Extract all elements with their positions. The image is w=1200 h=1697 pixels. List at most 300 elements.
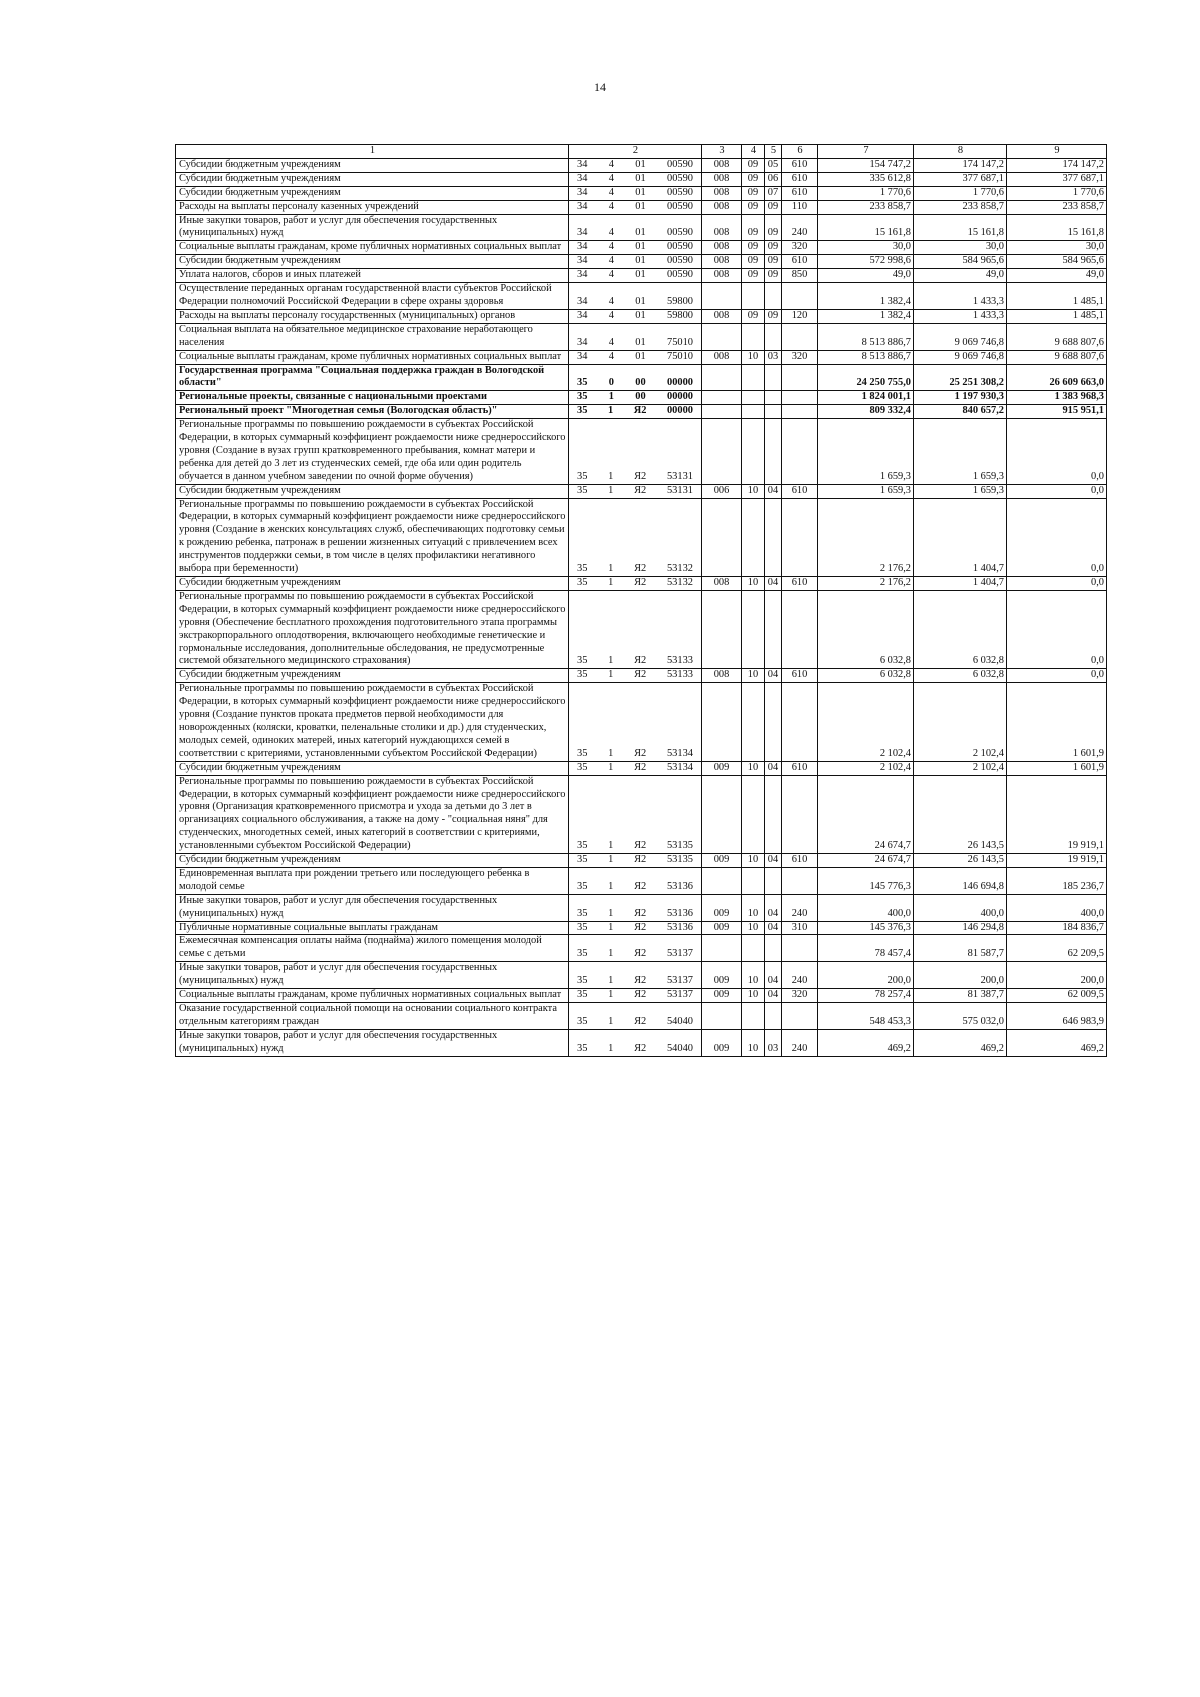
value-col-9: 1 601,9 <box>1007 683 1107 761</box>
code-col-4: 09 <box>742 200 765 214</box>
value-col-7: 6 032,8 <box>818 590 914 668</box>
table-row <box>176 350 1107 364</box>
target-article-code <box>569 200 702 214</box>
value-col-8: 1 404,7 <box>914 577 1007 591</box>
code-part-2: 4 <box>608 269 614 281</box>
code-part-2: 0 <box>608 377 614 389</box>
target-article-code <box>569 498 702 576</box>
table-row <box>176 172 1107 186</box>
code-part-1: 35 <box>577 391 588 403</box>
row-name: Социальные выплаты гражданам, кроме публичных нормативных социальных выплат <box>176 989 569 1003</box>
value-col-9: 469,2 <box>1007 1029 1107 1056</box>
value-col-9: 1 485,1 <box>1007 309 1107 323</box>
value-col-8: 400,0 <box>914 894 1007 921</box>
code-col-5 <box>765 391 782 405</box>
row-name: Субсидии бюджетным учреждениям <box>176 484 569 498</box>
value-col-8: 6 032,8 <box>914 669 1007 683</box>
code-col-6: 240 <box>782 214 818 241</box>
value-col-7: 2 102,4 <box>818 683 914 761</box>
code-part-2: 1 <box>608 907 614 919</box>
value-col-9: 62 209,5 <box>1007 935 1107 962</box>
code-col-5 <box>765 935 782 962</box>
code-part-4: 00590 <box>667 255 693 267</box>
table-row <box>176 405 1107 419</box>
value-col-7: 335 612,8 <box>818 172 914 186</box>
row-name: Единовременная выплата при рождении третьего или последующего ребенка в молодой семье <box>176 867 569 894</box>
code-part-4: 53134 <box>666 747 693 759</box>
code-part-4: 53137 <box>666 975 693 987</box>
value-col-8: 26 143,5 <box>914 775 1007 853</box>
header-col-7: 7 <box>818 145 914 159</box>
table-row <box>176 962 1107 989</box>
target-article-code <box>569 894 702 921</box>
value-col-7: 1 382,4 <box>818 283 914 310</box>
value-col-7: 8 513 886,7 <box>818 323 914 350</box>
code-part-2: 1 <box>608 880 614 892</box>
code-col-4: 09 <box>742 172 765 186</box>
value-col-9: 19 919,1 <box>1007 775 1107 853</box>
code-part-3: Я2 <box>634 484 647 496</box>
row-name: Уплата налогов, сборов и иных платежей <box>176 269 569 283</box>
code-part-2: 4 <box>608 309 614 321</box>
row-name: Социальные выплаты гражданам, кроме публичных нормативных социальных выплат <box>176 241 569 255</box>
code-part-1: 34 <box>577 309 588 321</box>
row-name: Расходы на выплаты персоналу государственных (муниципальных) органов <box>176 309 569 323</box>
code-col-5: 04 <box>765 894 782 921</box>
target-article-code <box>569 172 702 186</box>
table-row <box>176 391 1107 405</box>
target-article-code <box>569 186 702 200</box>
code-col-6: 240 <box>782 1029 818 1056</box>
code-col-5 <box>765 364 782 391</box>
page-number: 14 <box>594 80 606 94</box>
code-col-6: 320 <box>782 989 818 1003</box>
code-col-5: 03 <box>765 1029 782 1056</box>
code-part-4: 00590 <box>667 241 693 253</box>
code-part-2: 4 <box>608 295 614 307</box>
value-col-8: 1 197 930,3 <box>914 391 1007 405</box>
code-col-5 <box>765 323 782 350</box>
value-col-9: 9 688 807,6 <box>1007 323 1107 350</box>
code-col-3: 008 <box>702 241 742 255</box>
code-col-5 <box>765 419 782 485</box>
code-part-1: 35 <box>577 1015 588 1027</box>
code-part-3: Я2 <box>634 880 647 892</box>
value-col-8: 233 858,7 <box>914 200 1007 214</box>
code-col-3 <box>702 391 742 405</box>
table-row <box>176 419 1107 485</box>
row-name: Субсидии бюджетным учреждениям <box>176 854 569 868</box>
code-part-1: 35 <box>577 669 588 681</box>
target-article-code <box>569 269 702 283</box>
code-col-6: 610 <box>782 577 818 591</box>
code-part-4: 53133 <box>666 669 693 681</box>
value-col-7: 233 858,7 <box>818 200 914 214</box>
table-row <box>176 1029 1107 1056</box>
value-col-7: 2 176,2 <box>818 498 914 576</box>
code-col-3: 008 <box>702 255 742 269</box>
header-col-2: 2 <box>569 145 702 159</box>
code-col-5 <box>765 498 782 576</box>
table-row <box>176 158 1107 172</box>
target-article-code <box>569 405 702 419</box>
value-col-7: 145 376,3 <box>818 921 914 935</box>
code-part-1: 35 <box>577 921 588 933</box>
table-row <box>176 683 1107 761</box>
code-col-6 <box>782 364 818 391</box>
code-col-4: 10 <box>742 577 765 591</box>
code-col-5: 07 <box>765 186 782 200</box>
value-col-8: 9 069 746,8 <box>914 323 1007 350</box>
value-col-8: 146 694,8 <box>914 867 1007 894</box>
row-name: Социальные выплаты гражданам, кроме публичных нормативных социальных выплат <box>176 350 569 364</box>
code-part-3: 00 <box>635 391 646 403</box>
code-col-6 <box>782 323 818 350</box>
target-article-code <box>569 350 702 364</box>
code-col-3: 009 <box>702 989 742 1003</box>
code-part-2: 1 <box>608 975 614 987</box>
target-article-code <box>569 419 702 485</box>
code-col-3: 008 <box>702 577 742 591</box>
code-col-4 <box>742 391 765 405</box>
code-part-4: 75010 <box>667 350 693 362</box>
code-col-4: 10 <box>742 669 765 683</box>
code-part-1: 35 <box>577 563 588 575</box>
header-row <box>176 145 1107 159</box>
code-part-2: 1 <box>608 470 614 482</box>
code-col-4 <box>742 405 765 419</box>
code-col-4 <box>742 935 765 962</box>
code-col-3 <box>702 283 742 310</box>
code-col-6 <box>782 405 818 419</box>
value-col-9: 0,0 <box>1007 590 1107 668</box>
code-col-6: 240 <box>782 894 818 921</box>
code-part-4: 00590 <box>667 172 693 184</box>
code-col-5: 04 <box>765 921 782 935</box>
table-row <box>176 241 1107 255</box>
value-col-8: 9 069 746,8 <box>914 350 1007 364</box>
code-col-6 <box>782 935 818 962</box>
code-col-5: 09 <box>765 200 782 214</box>
code-part-2: 1 <box>608 669 614 681</box>
row-name: Иные закупки товаров, работ и услуг для обеспечения государственных (муниципальных) нужд <box>176 214 569 241</box>
code-col-5: 04 <box>765 989 782 1003</box>
value-col-7: 200,0 <box>818 962 914 989</box>
code-part-1: 34 <box>577 255 588 267</box>
value-col-8: 6 032,8 <box>914 590 1007 668</box>
code-col-5 <box>765 590 782 668</box>
value-col-9: 377 687,1 <box>1007 172 1107 186</box>
code-part-2: 1 <box>608 747 614 759</box>
row-name: Региональные программы по повышению рождаемости в субъектах Российской Федерации, в которых суммарный коэффициент рождаемости ниже среднероссийского уровня (Создание в вузах групп кратковременного пребывания, комнат матери и ребенка для детей до 3 лет из студенческих семей, где оба или один родитель обучается в данном учебном заведении по очной форме обучения) <box>176 419 569 485</box>
target-article-code <box>569 761 702 775</box>
value-col-8: 15 161,8 <box>914 214 1007 241</box>
table-row <box>176 867 1107 894</box>
value-col-7: 24 674,7 <box>818 854 914 868</box>
code-part-3: Я2 <box>634 655 647 667</box>
code-part-4: 00590 <box>667 227 693 239</box>
code-col-6: 610 <box>782 484 818 498</box>
code-col-6: 610 <box>782 669 818 683</box>
code-col-5 <box>765 867 782 894</box>
code-col-4: 09 <box>742 255 765 269</box>
value-col-9: 646 983,9 <box>1007 1003 1107 1030</box>
target-article-code <box>569 921 702 935</box>
code-part-3: 00 <box>635 377 646 389</box>
code-part-2: 1 <box>608 854 614 866</box>
row-name: Субсидии бюджетным учреждениям <box>176 186 569 200</box>
value-col-7: 15 161,8 <box>818 214 914 241</box>
code-col-5: 04 <box>765 962 782 989</box>
table-row <box>176 669 1107 683</box>
code-part-2: 1 <box>608 1042 614 1054</box>
code-col-3: 009 <box>702 761 742 775</box>
code-col-5 <box>765 405 782 419</box>
value-col-9: 15 161,8 <box>1007 214 1107 241</box>
header-col-4: 4 <box>742 145 765 159</box>
value-col-8: 81 587,7 <box>914 935 1007 962</box>
code-part-1: 35 <box>577 405 588 417</box>
code-col-3: 008 <box>702 200 742 214</box>
code-part-3: Я2 <box>634 1042 647 1054</box>
row-name: Региональные программы по повышению рождаемости в субъектах Российской Федерации, в которых суммарный коэффициент рождаемости ниже среднероссийского уровня (Организация кратковременного присмотра и ухода за детьми до 3 лет в организациях социального обслуживания, а также на дому - "социальная няня" для студенческих, многодетных семей, иных категорий в соответствии с критериями, установленными субъектом Российской Федерации) <box>176 775 569 853</box>
target-article-code <box>569 323 702 350</box>
code-col-3: 006 <box>702 484 742 498</box>
table-body <box>176 158 1107 1056</box>
row-name: Государственная программа "Социальная поддержка граждан в Вологодской области" <box>176 364 569 391</box>
code-col-4: 10 <box>742 894 765 921</box>
code-part-3: Я2 <box>634 1015 647 1027</box>
value-col-7: 30,0 <box>818 241 914 255</box>
code-part-3: Я2 <box>634 854 647 866</box>
value-col-7: 1 382,4 <box>818 309 914 323</box>
code-col-4: 10 <box>742 484 765 498</box>
value-col-7: 1 824 001,1 <box>818 391 914 405</box>
code-part-2: 1 <box>608 563 614 575</box>
target-article-code <box>569 989 702 1003</box>
code-col-3: 008 <box>702 172 742 186</box>
value-col-7: 78 257,4 <box>818 989 914 1003</box>
row-name: Региональные программы по повышению рождаемости в субъектах Российской Федерации, в которых суммарный коэффициент рождаемости ниже среднероссийского уровня (Создание пунктов проката предметов первой необходимости для новорожденных (коляски, кроватки, пеленальные столики и др.) для студенческих, молодых семей, одиноких матерей, иных категорий нуждающихся семей в соответствии с критериями, установленными субъектом Российской Федерации) <box>176 683 569 761</box>
code-col-5: 09 <box>765 309 782 323</box>
code-col-3 <box>702 323 742 350</box>
row-name: Субсидии бюджетным учреждениям <box>176 172 569 186</box>
code-part-1: 35 <box>577 761 588 773</box>
code-part-4: 59800 <box>667 309 693 321</box>
code-col-3 <box>702 590 742 668</box>
value-col-7: 809 332,4 <box>818 405 914 419</box>
table-row <box>176 364 1107 391</box>
value-col-7: 469,2 <box>818 1029 914 1056</box>
code-part-4: 53136 <box>666 880 693 892</box>
value-col-8: 1 433,3 <box>914 283 1007 310</box>
row-name: Расходы на выплаты персоналу казенных учреждений <box>176 200 569 214</box>
row-name: Субсидии бюджетным учреждениям <box>176 255 569 269</box>
value-col-7: 24 674,7 <box>818 775 914 853</box>
code-col-3: 009 <box>702 1029 742 1056</box>
code-part-1: 35 <box>577 470 588 482</box>
code-part-4: 53131 <box>666 484 693 496</box>
code-col-3 <box>702 498 742 576</box>
value-col-8: 1 659,3 <box>914 419 1007 485</box>
code-part-3: 01 <box>635 186 646 198</box>
budget-table <box>175 144 1107 1057</box>
value-col-8: 30,0 <box>914 241 1007 255</box>
code-col-4 <box>742 683 765 761</box>
code-part-4: 53132 <box>666 563 693 575</box>
code-col-6: 320 <box>782 241 818 255</box>
code-part-3: 01 <box>635 269 646 281</box>
table-row <box>176 498 1107 576</box>
row-name: Субсидии бюджетным учреждениям <box>176 577 569 591</box>
target-article-code <box>569 775 702 853</box>
table-row <box>176 590 1107 668</box>
header-col-5: 5 <box>765 145 782 159</box>
value-col-9: 0,0 <box>1007 498 1107 576</box>
code-col-6: 610 <box>782 158 818 172</box>
code-part-1: 35 <box>577 840 588 852</box>
value-col-8: 25 251 308,2 <box>914 364 1007 391</box>
target-article-code <box>569 364 702 391</box>
value-col-9: 0,0 <box>1007 577 1107 591</box>
row-name: Региональные проекты, связанные с национальными проектами <box>176 391 569 405</box>
code-part-2: 1 <box>608 484 614 496</box>
code-col-3 <box>702 419 742 485</box>
target-article-code <box>569 854 702 868</box>
code-col-3: 008 <box>702 350 742 364</box>
target-article-code <box>569 1029 702 1056</box>
code-part-3: Я2 <box>634 921 647 933</box>
code-part-3: 01 <box>635 309 646 321</box>
code-col-3: 008 <box>702 186 742 200</box>
code-part-2: 1 <box>608 948 614 960</box>
code-col-3: 009 <box>702 921 742 935</box>
code-col-3: 009 <box>702 962 742 989</box>
value-col-8: 377 687,1 <box>914 172 1007 186</box>
code-col-4: 10 <box>742 989 765 1003</box>
code-part-2: 4 <box>608 255 614 267</box>
code-part-3: 01 <box>635 241 646 253</box>
code-part-2: 4 <box>608 227 614 239</box>
code-part-3: 01 <box>635 255 646 267</box>
code-col-6: 310 <box>782 921 818 935</box>
code-part-1: 34 <box>577 158 588 170</box>
code-part-1: 35 <box>577 577 588 588</box>
code-part-2: 4 <box>608 350 614 362</box>
code-col-4: 09 <box>742 186 765 200</box>
code-part-2: 1 <box>608 761 614 773</box>
value-col-7: 24 250 755,0 <box>818 364 914 391</box>
target-article-code <box>569 484 702 498</box>
code-col-3 <box>702 364 742 391</box>
row-name: Ежемесячная компенсация оплаты найма (поднайма) жилого помещения молодой семье с детьми <box>176 935 569 962</box>
code-part-2: 1 <box>608 655 614 667</box>
value-col-9: 49,0 <box>1007 269 1107 283</box>
code-col-3: 008 <box>702 269 742 283</box>
row-name: Осуществление переданных органам государственной власти субъектов Российской Федерации полномочий Российской Федерации в сфере охраны здоровья <box>176 283 569 310</box>
code-part-2: 4 <box>608 172 614 184</box>
row-name: Региональный проект "Многодетная семья (Вологодская область)" <box>176 405 569 419</box>
code-part-2: 1 <box>608 391 614 403</box>
code-col-5: 09 <box>765 255 782 269</box>
code-part-3: 01 <box>635 227 646 239</box>
code-part-2: 4 <box>608 241 614 253</box>
header-col-3: 3 <box>702 145 742 159</box>
table-row <box>176 921 1107 935</box>
code-part-1: 35 <box>577 854 588 866</box>
table-row <box>176 577 1107 591</box>
code-part-4: 00590 <box>667 158 693 170</box>
code-part-1: 34 <box>577 350 588 362</box>
code-col-4 <box>742 867 765 894</box>
code-part-3: Я2 <box>634 948 647 960</box>
code-part-4: 53131 <box>666 470 693 482</box>
code-col-5 <box>765 1003 782 1030</box>
header-col-9: 9 <box>1007 145 1107 159</box>
target-article-code <box>569 935 702 962</box>
code-part-4: 53137 <box>666 989 693 1001</box>
value-col-7: 1 659,3 <box>818 419 914 485</box>
code-col-5 <box>765 775 782 853</box>
row-name: Субсидии бюджетным учреждениям <box>176 158 569 172</box>
code-col-3 <box>702 683 742 761</box>
target-article-code <box>569 158 702 172</box>
code-part-4: 75010 <box>667 336 693 348</box>
value-col-7: 2 176,2 <box>818 577 914 591</box>
code-part-2: 1 <box>608 577 614 588</box>
code-col-5: 04 <box>765 761 782 775</box>
value-col-9: 1 485,1 <box>1007 283 1107 310</box>
value-col-8: 1 659,3 <box>914 484 1007 498</box>
code-col-3 <box>702 867 742 894</box>
code-part-3: 01 <box>635 336 646 348</box>
code-part-4: 00000 <box>667 391 693 403</box>
value-col-8: 1 404,7 <box>914 498 1007 576</box>
target-article-code <box>569 683 702 761</box>
value-col-9: 26 609 663,0 <box>1007 364 1107 391</box>
code-col-4: 10 <box>742 921 765 935</box>
code-col-3: 008 <box>702 158 742 172</box>
value-col-8: 469,2 <box>914 1029 1007 1056</box>
code-col-6: 610 <box>782 761 818 775</box>
target-article-code <box>569 255 702 269</box>
value-col-7: 145 776,3 <box>818 867 914 894</box>
value-col-7: 548 453,3 <box>818 1003 914 1030</box>
table-row <box>176 1003 1107 1030</box>
target-article-code <box>569 962 702 989</box>
code-col-3 <box>702 935 742 962</box>
code-col-5: 04 <box>765 854 782 868</box>
value-col-9: 62 009,5 <box>1007 989 1107 1003</box>
value-col-8: 2 102,4 <box>914 761 1007 775</box>
code-part-3: 01 <box>635 200 646 212</box>
code-col-6: 120 <box>782 309 818 323</box>
code-col-5: 09 <box>765 269 782 283</box>
value-col-7: 8 513 886,7 <box>818 350 914 364</box>
code-col-6: 610 <box>782 854 818 868</box>
target-article-code <box>569 577 702 591</box>
code-col-4: 09 <box>742 269 765 283</box>
code-part-4: 54040 <box>666 1015 693 1027</box>
code-part-3: 01 <box>635 350 646 362</box>
code-col-5: 05 <box>765 158 782 172</box>
code-part-1: 35 <box>577 948 588 960</box>
code-col-3 <box>702 1003 742 1030</box>
code-part-4: 59800 <box>667 295 693 307</box>
row-name: Иные закупки товаров, работ и услуг для обеспечения государственных (муниципальных) нужд <box>176 962 569 989</box>
code-part-4: 00000 <box>667 377 693 389</box>
value-col-9: 30,0 <box>1007 241 1107 255</box>
